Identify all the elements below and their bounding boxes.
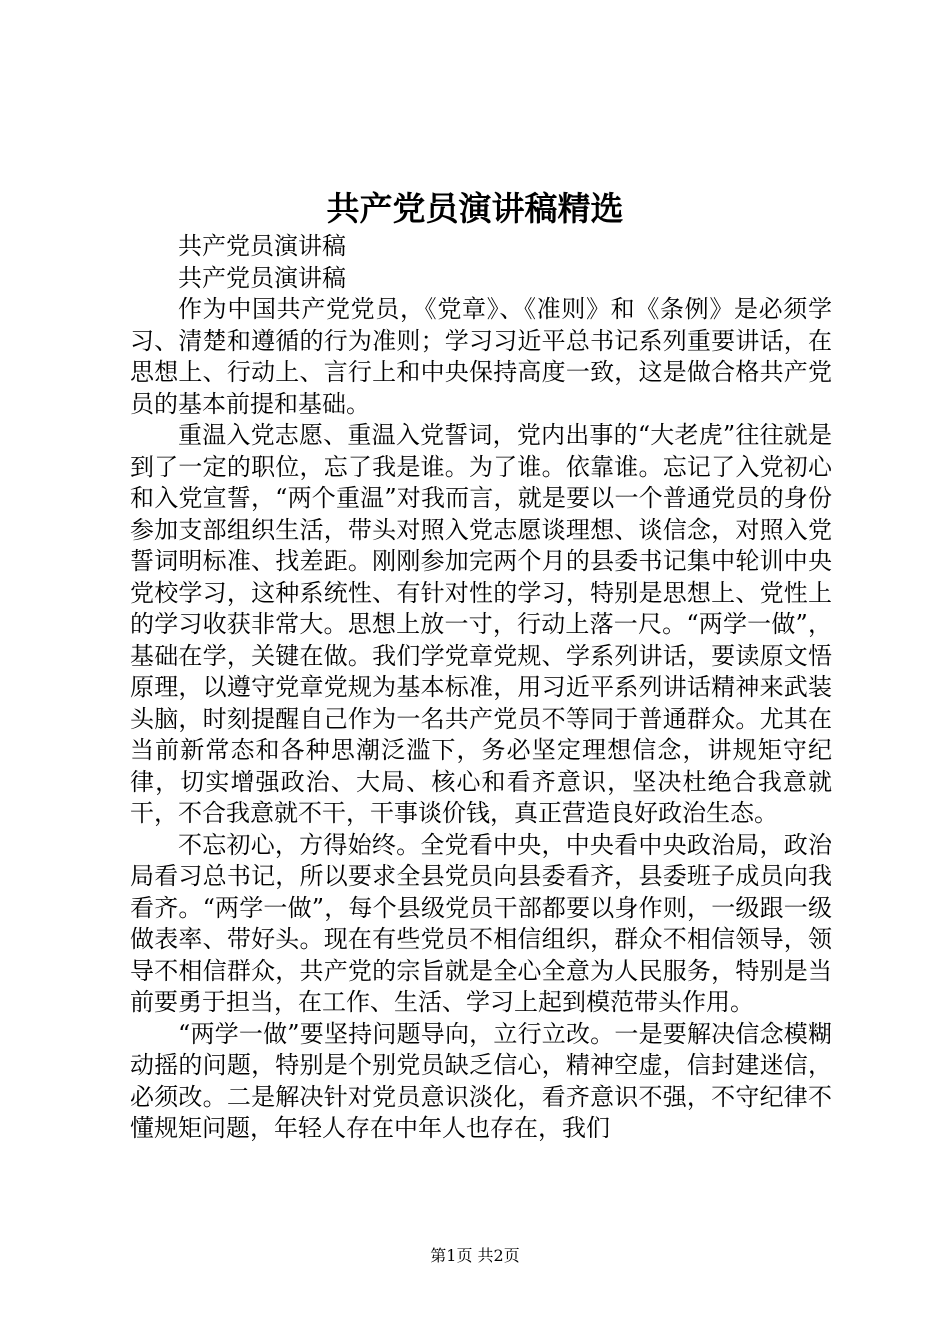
document-body (130, 231, 832, 1145)
paragraph: “两学一做”要坚持问题导向，立行立改。一是要解决信念模糊动摇的问题，特别是个别党员缺乏信心，精神空虚，信封建迷信，必须改。二是解决针对党员意识淡化，看齐意识不强，不守纪律不懂规矩问题，年轻人存在中年人也存在，我们 (130, 1019, 832, 1142)
paragraph: 共产党员演讲稿 (178, 232, 346, 260)
paragraph: 共产党员演讲稿 (178, 263, 346, 292)
document-title: 共产党员演讲稿精选 (326, 189, 624, 228)
paragraph: 不忘初心，方得始终。全党看中央，中央看中央政治局，政治局看习总书记，所以要求全县党员向县委看齐，县委班子成员向我看齐。“两学一做”，每个县级党员干部都要以身作则，一级跟一级做表率、带好头。现在有些党员不相信组织，群众不相信领导，领导不相信群众，共产党的宗旨就是全心全意为人民服务，特别是当前要勇于担当，在工作、生活、学习上起到模范带头作用。 (130, 830, 832, 1016)
paragraph: 作为中国共产党党员，《党章》、《准则》和《条例》是必须学习、清楚和遵循的行为准则；学习习近平总书记系列重要讲话，在思想上、行动上、言行上和中央保持高度一致，这是做合格共产党员的基本前提和基础。 (130, 295, 832, 418)
page-footer: 第1页 共2页 (430, 1246, 520, 1265)
paragraph: 重温入党志愿、重温入党誓词，党内出事的“大老虎”往往就是到了一定的职位，忘了我是谁。为了谁。依靠谁。忘记了入党初心和入党宣誓，“两个重温”对我而言，就是要以一个普通党员的身份参加支部组织生活，带头对照入党志愿谈理想、谈信念，对照入党誓词明标准、找差距。刚刚参加完两个月的县委书记集中轮训中央党校学习，这种系统性、有针对性的学习，特别是思想上、党性上的学习收获非常大。思想上放一寸，行动上落一尺。“两学一做”，基础在学，关键在做。我们学党章党规、学系列讲话，要读原文悟原理，以遵守党章党规为基本标准，用习近平系列讲话精神来武装头脑，时刻提醒自己作为一名共产党员不等同于普通群众。尤其在当前新常态和各种思潮泛滥下，务必坚定理想信念，讲规矩守纪律，切实增强政治、大局、核心和看齐意识，坚决杜绝合我意就干，不合我意就不干，干事谈价钱，真正营造良好政治生态。 (130, 421, 832, 827)
